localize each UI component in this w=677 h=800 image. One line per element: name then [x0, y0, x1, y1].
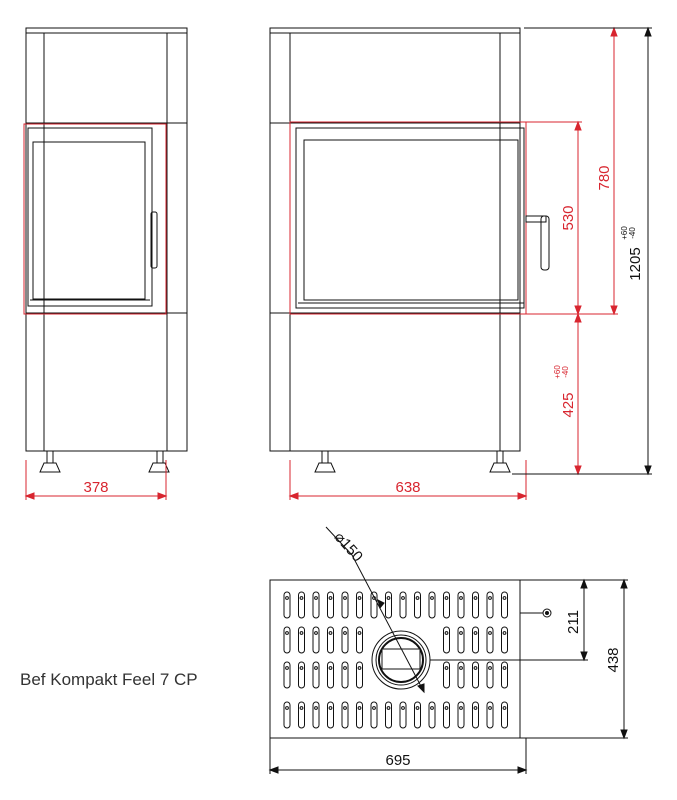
total-height-tol-minus: -40	[628, 227, 637, 239]
flue-offset-value: 211	[565, 610, 582, 634]
front-door-handle	[526, 216, 549, 270]
front-body	[270, 33, 520, 451]
base-depth-value: 438	[605, 647, 622, 673]
door-bottom-height-value: 425	[560, 392, 577, 418]
door-bottom-tol-plus: +60	[553, 365, 562, 379]
door-top-height-value: 780	[596, 165, 613, 191]
flue-diameter-value: ⌀150	[330, 528, 367, 566]
door-bottom-tol-minus: -40	[561, 366, 570, 378]
side-top-plate	[26, 28, 187, 33]
total-height-value: 1205	[627, 247, 644, 281]
base-width-value: 695	[385, 752, 411, 769]
side-view	[24, 28, 187, 472]
door-height-value: 530	[560, 205, 577, 231]
model-name-label: Bef Kompakt Feel 7 CP	[20, 670, 198, 689]
top-view	[270, 580, 551, 738]
total-height-tol-plus: +60	[620, 226, 629, 240]
front-feet	[315, 451, 510, 472]
side-width-value: 378	[83, 479, 109, 496]
front-view	[270, 28, 549, 472]
side-body	[26, 33, 187, 451]
front-top-plate	[270, 28, 520, 33]
front-width-value: 638	[395, 479, 421, 496]
side-feet	[40, 451, 169, 472]
